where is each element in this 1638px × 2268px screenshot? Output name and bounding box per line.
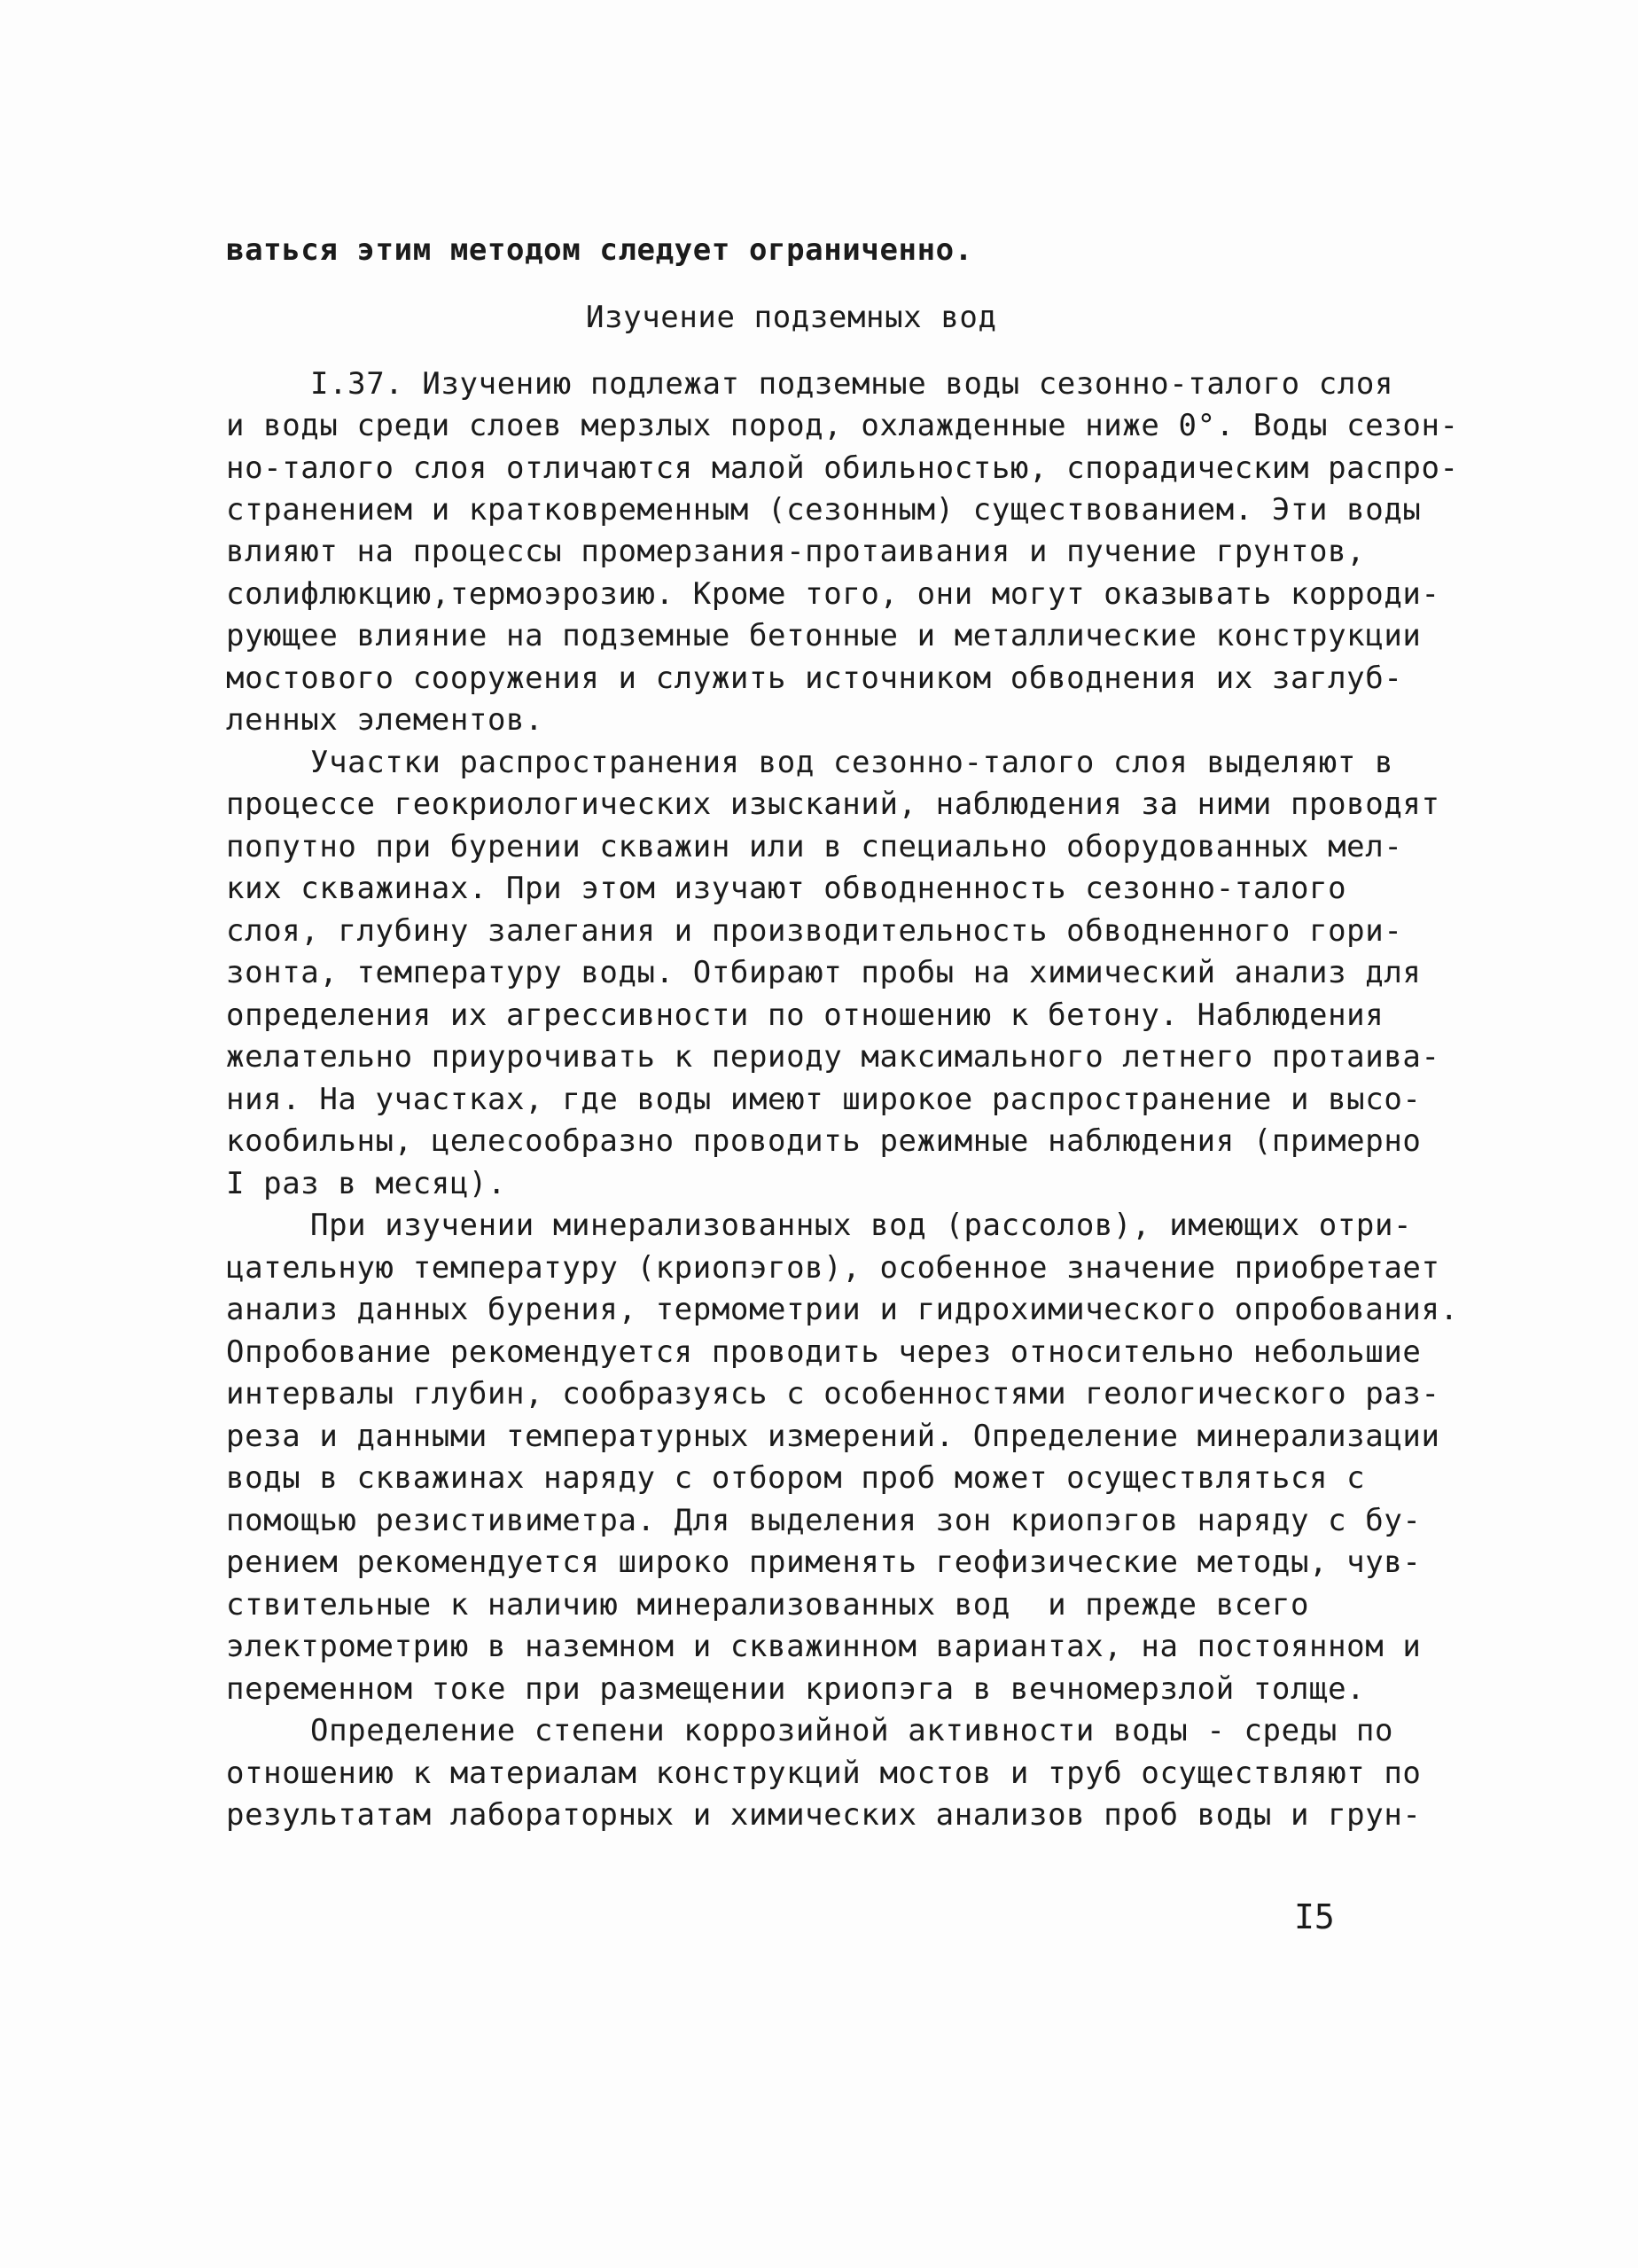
text-line: реза и данными температурных измерений. Определение минерализации xyxy=(226,1419,1440,1454)
text-line: но-талого слоя отличаются малой обильностью, спорадическим распро- xyxy=(226,450,1459,486)
text-line: кообильны, целесообразно проводить режимные наблюдения (примерно xyxy=(226,1123,1422,1159)
section-heading: Изучение подземных вод xyxy=(586,300,997,335)
text-line: рующее влияние на подземные бетонные и металлические конструкции xyxy=(226,618,1422,653)
text-line: I раз в месяц). xyxy=(226,1166,507,1201)
text-line: зонта, температуру воды. Отбирают пробы на химический анализ для xyxy=(226,955,1422,990)
text-line: помощью резистивиметра. Для выделения зон криопэгов наряду с бу- xyxy=(226,1503,1422,1538)
text-line: Определение степени коррозийной активности воды - среды по xyxy=(310,1713,1394,1748)
text-line: результатам лабораторных и химических анализов проб воды и грун- xyxy=(226,1797,1422,1833)
text-line: ваться этим методом следует ограниченно. xyxy=(226,232,973,268)
text-line: отношению к материалам конструкций мостов и труб осуществляют по xyxy=(226,1756,1422,1791)
text-line: странением и кратковременным (сезонным) существованием. Эти воды xyxy=(226,492,1422,528)
text-line: попутно при бурении скважин или в специально оборудованных мел- xyxy=(226,829,1403,864)
text-line: процессе геокриологических изысканий, наблюдения за ними проводят xyxy=(226,786,1440,822)
text-line: Опробование рекомендуется проводить через относительно небольшие xyxy=(226,1334,1422,1370)
text-line: I.37. Изучению подлежат подземные воды сезонно-талого слоя xyxy=(310,366,1394,402)
text-line: ленных элементов. xyxy=(226,702,544,738)
text-line: желательно приурочивать к периоду максимального летнего протаива- xyxy=(226,1039,1440,1075)
text-line: переменном токе при размещении криопэга в вечномерзлой толще. xyxy=(226,1671,1366,1707)
text-line: ких скважинах. При этом изучают обводненность сезонно-талого xyxy=(226,871,1347,906)
text-line: анализ данных бурения, термометрии и гидрохимического опробования. xyxy=(226,1292,1459,1327)
text-line: слоя, глубину залегания и производительность обводненного гори- xyxy=(226,913,1403,949)
text-line: цательную температуру (криопэгов), особенное значение приобретает xyxy=(226,1250,1440,1286)
text-line: воды в скважинах наряду с отбором проб может осуществляться с xyxy=(226,1460,1366,1496)
text-line: ствительные к наличию минерализованных вод и прежде всего xyxy=(226,1587,1310,1623)
text-line: определения их агрессивности по отношению к бетону. Наблюдения xyxy=(226,997,1384,1033)
text-line: влияют на процессы промерзания-протаивания и пучение грунтов, xyxy=(226,534,1366,569)
page-number: I5 xyxy=(1294,1897,1335,1936)
text-line: и воды среди слоев мерзлых пород, охлажденные ниже 0°. Воды сезон- xyxy=(226,408,1459,443)
text-line: При изучении минерализованных вод (рассолов), имеющих отри- xyxy=(310,1208,1413,1243)
text-line: солифлюкцию,термоэрозию. Кроме того, они могут оказывать корроди- xyxy=(226,576,1440,612)
text-line: Участки распространения вод сезонно-талого слоя выделяют в xyxy=(310,745,1394,780)
text-line: интервалы глубин, сообразуясь с особенностями геологического раз- xyxy=(226,1376,1440,1412)
text-line: ния. На участках, где воды имеют широкое распространение и высо- xyxy=(226,1082,1422,1117)
text-line: электрометрию в наземном и скважинном вариантах, на постоянном и xyxy=(226,1629,1422,1664)
text-line: мостового сооружения и служить источником обводнения их заглуб- xyxy=(226,661,1403,696)
text-line: рением рекомендуется широко применять геофизические методы, чув- xyxy=(226,1545,1422,1580)
